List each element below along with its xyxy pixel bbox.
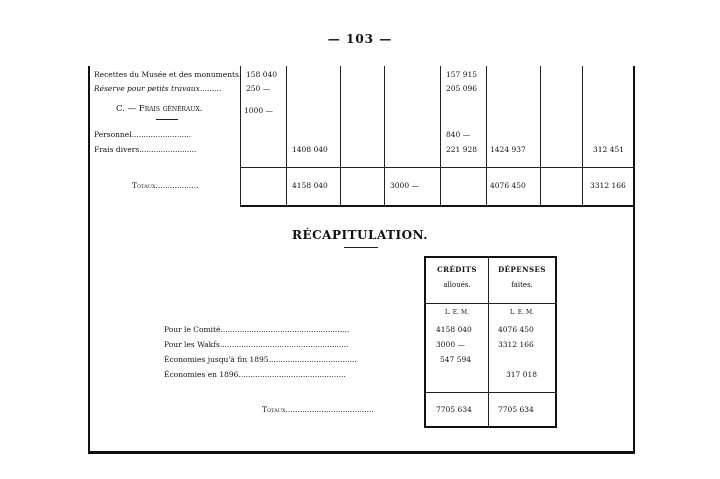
credits-value: 547 594: [440, 355, 472, 364]
cell-value: 1424 937: [490, 145, 526, 154]
column-rule: [240, 66, 241, 207]
depenses-header: DÉPENSES: [498, 265, 546, 274]
section-heading: C. — Frais généraux.: [116, 104, 203, 114]
column-rule: [384, 66, 385, 207]
column-rule: [340, 66, 341, 207]
row-label: Réserve pour petits travaux.........: [94, 84, 222, 93]
cell-value: 4076 450: [490, 181, 526, 190]
recap-box-top: [424, 256, 557, 258]
table-bottom-rule: [240, 205, 633, 207]
credits-total: 7705 634: [436, 405, 472, 414]
depenses-value: 317 018: [506, 370, 538, 379]
cell-value: 3312 166: [590, 181, 626, 190]
row-label: Recettes du Musée et des monuments.: [94, 70, 242, 79]
recap-row-label: Pour le Comité......................................................: [164, 325, 350, 334]
recap-row-label: Pour les Wakfs......................................................: [164, 340, 349, 349]
depenses-total-rule: [489, 392, 555, 393]
credits-value: 4158 040: [436, 325, 472, 334]
credits-unit: L. E. M.: [444, 309, 470, 316]
credits-header: CRÉDITS: [437, 265, 477, 274]
totals-rule: [240, 167, 633, 168]
recap-row-label: Économies en 1896.............................................: [164, 370, 346, 379]
cell-value: 205 096: [446, 84, 478, 93]
frame-left-border: [88, 66, 90, 453]
cell-value: 312 451: [593, 145, 625, 154]
credits-value: 3000 —: [436, 340, 465, 349]
section-rule: [156, 119, 178, 120]
depenses-value: 3312 166: [498, 340, 534, 349]
row-label: Frais divers........................: [94, 145, 197, 154]
row-label: Personnel.........................: [94, 130, 192, 139]
cell-value: 3000 —: [390, 181, 419, 190]
depenses-subheader: faites.: [511, 281, 533, 289]
frame-bottom-border: [88, 451, 635, 454]
totals-label: Totaux..................: [132, 181, 199, 190]
cell-value: 158 040: [246, 70, 278, 79]
cell-value: 1000 —: [244, 106, 273, 115]
page-number: — 103 —: [327, 32, 393, 46]
depenses-value: 4076 450: [498, 325, 534, 334]
frame-right-border: [633, 66, 635, 453]
depenses-unit: L. E. M.: [509, 309, 535, 316]
recap-box-right: [555, 256, 557, 428]
column-rule: [486, 66, 487, 207]
column-rule: [286, 66, 287, 207]
recap-title: RÉCAPITULATION.: [292, 228, 428, 242]
title-rule: [344, 247, 378, 248]
column-rule: [582, 66, 583, 207]
credits-subheader: alloués.: [443, 281, 471, 289]
cell-value: 1408 040: [292, 145, 328, 154]
cell-value: 157 915: [446, 70, 478, 79]
recap-totals-label: Totaux.....................................: [262, 405, 374, 414]
cell-value: 840 —: [446, 130, 471, 139]
column-rule: [440, 66, 441, 207]
cell-value: 221 928: [446, 145, 478, 154]
recap-box-bottom: [424, 426, 557, 428]
recap-header-rule: [424, 303, 557, 304]
credits-total-rule: [426, 392, 488, 393]
depenses-total: 7705 634: [498, 405, 534, 414]
column-rule: [540, 66, 541, 207]
recap-row-label: Économies jusqu'à fin 1895.....................................: [164, 355, 357, 364]
cell-value: 4158 040: [292, 181, 328, 190]
cell-value: 250 —: [246, 84, 271, 93]
